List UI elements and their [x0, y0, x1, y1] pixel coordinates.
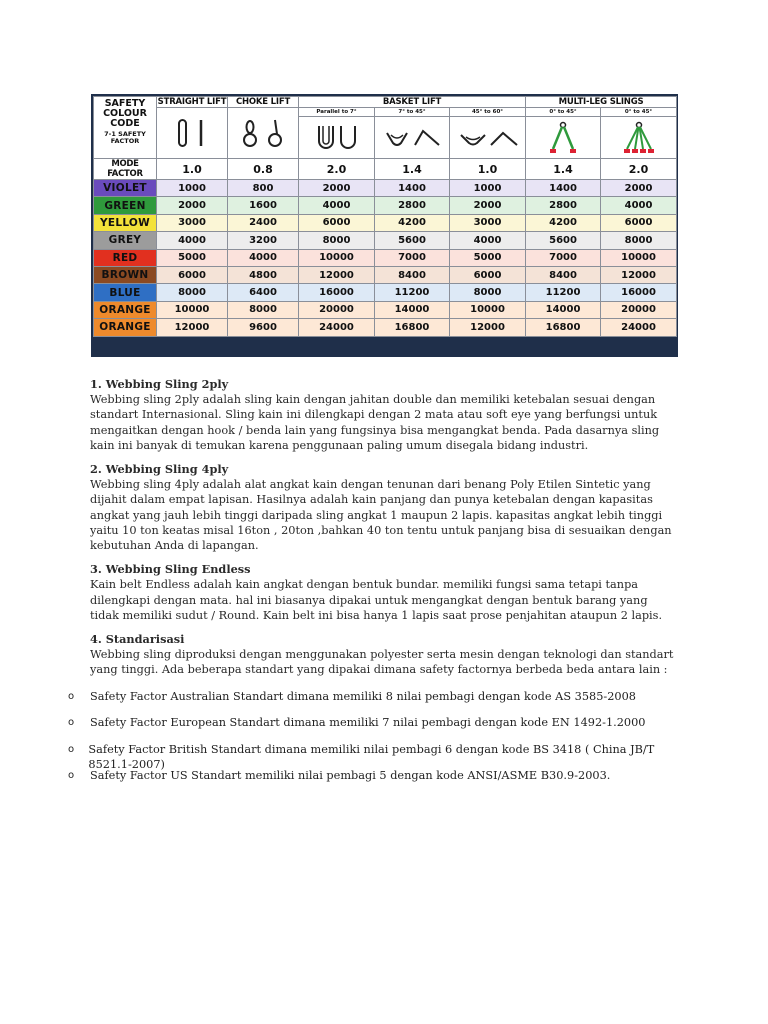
capacity-cell: 8400	[526, 266, 601, 283]
bullet-marker: o	[68, 717, 75, 729]
basket-lift-header: BASKET LIFT	[299, 97, 526, 108]
capacity-cell: 1000	[450, 180, 526, 197]
basket-7-45-icon	[381, 123, 443, 153]
capacity-cell: 5000	[157, 249, 228, 266]
capacity-cell: 8000	[450, 284, 526, 301]
multi-leg-2-icon-cell	[526, 117, 601, 159]
capacity-cell: 12000	[299, 266, 375, 283]
capacity-cell: 9600	[228, 319, 299, 336]
capacity-cell: 4000	[450, 232, 526, 249]
choke-lift-icon	[235, 116, 291, 150]
capacity-cell: 5600	[526, 232, 601, 249]
capacity-cell: 2800	[526, 197, 601, 214]
basket-parallel-subheader: Parallel to 7°	[299, 108, 375, 117]
capacity-cell: 8000	[601, 232, 677, 249]
straight-lift-icon-cell	[157, 108, 228, 159]
basket-45-60-icon-cell	[450, 117, 526, 159]
capacity-cell: 4000	[228, 249, 299, 266]
list-item	[68, 768, 688, 794]
capacity-cell: 24000	[601, 319, 677, 336]
capacity-cell: 14000	[375, 301, 450, 318]
capacity-cell: 16800	[375, 319, 450, 336]
section-body: Kain belt Endless adalah kain angkat dengan bentuk bundar. memiliki fungsi sama tetapi tanpa dilengkapi dengan mata. hal ini biasanya dipakai untuk mengangkat dengan bentuk barang yang tidak memiliki sudut / Round. Kain belt ini bisa hanya 1 lapis saat prose penjahitan ataupun 2 lapis.	[90, 578, 663, 622]
capacity-cell: 2800	[375, 197, 450, 214]
sling-capacity-chart	[91, 94, 678, 357]
section-webbing-endless	[90, 562, 680, 623]
colour-label: ORANGE	[94, 319, 157, 336]
colour-label: RED	[94, 249, 157, 266]
capacity-cell: 12000	[157, 319, 228, 336]
capacity-cell: 2000	[450, 197, 526, 214]
capacity-cell: 800	[228, 180, 299, 197]
mode-factor-value: 1.0	[450, 159, 526, 180]
capacity-cell: 8400	[375, 266, 450, 283]
section-body: Webbing sling 2ply adalah sling kain dengan jahitan double dan memiliki ketebalan sesuai dengan standart Internasional. Sling kain ini dilengkapi dengan 2 mata atau soft eye yang berfungsi untuk mengaitkan dengan hook / benda lain yang fungsinya bisa mengangkat benda. Pada dasarnya sling kain ini banyak di temukan karena penggunaan paling umum disegala bidang industri.	[90, 393, 660, 452]
capacity-cell: 1400	[526, 180, 601, 197]
capacity-cell: 24000	[299, 319, 375, 336]
capacity-cell: 10000	[601, 249, 677, 266]
section-title: 3. Webbing Sling Endless	[90, 562, 251, 577]
multi-leg-2-icon	[535, 121, 591, 155]
capacity-cell: 8000	[228, 301, 299, 318]
capacity-cell: 2000	[157, 197, 228, 214]
colour-label: GREEN	[94, 197, 157, 214]
section-title: 2. Webbing Sling 4ply	[90, 462, 229, 477]
capacity-cell: 4200	[375, 214, 450, 231]
mode-factor-value: 1.4	[375, 159, 450, 180]
basket-parallel-icon-cell	[299, 117, 375, 159]
straight-lift-icon	[167, 116, 217, 150]
section-webbing-2ply	[90, 377, 680, 453]
capacity-cell: 4000	[157, 232, 228, 249]
capacity-row-yellow	[94, 214, 677, 231]
capacity-cell: 7000	[375, 249, 450, 266]
multi-leg-4-icon-cell	[601, 117, 677, 159]
basket-parallel-icon	[309, 123, 365, 153]
capacity-cell: 1400	[375, 180, 450, 197]
section-webbing-4ply	[90, 462, 680, 553]
capacity-cell: 8000	[157, 284, 228, 301]
colour-label: YELLOW	[94, 214, 157, 231]
capacity-row-grey	[94, 232, 677, 249]
mode-factor-value: 2.0	[299, 159, 375, 180]
capacity-cell: 16000	[601, 284, 677, 301]
capacity-cell: 1600	[228, 197, 299, 214]
capacity-cell: 2400	[228, 214, 299, 231]
basket-7-45-subheader: 7° to 45°	[375, 108, 450, 117]
capacity-cell: 5000	[450, 249, 526, 266]
section-title: 4. Standarisasi	[90, 632, 185, 647]
corner-subtitle: 7-1 SAFETY FACTOR	[104, 130, 146, 145]
capacity-cell: 4800	[228, 266, 299, 283]
choke-lift-icon-cell	[228, 108, 299, 159]
colour-label: VIOLET	[94, 180, 157, 197]
colour-label: BLUE	[94, 284, 157, 301]
list-item	[68, 689, 688, 715]
basket-45-60-icon	[457, 123, 519, 153]
capacity-cell: 10000	[299, 249, 375, 266]
capacity-row-brown	[94, 266, 677, 283]
list-item-text: Safety Factor Australian Standart dimana memiliki 8 nilai pembagi dengan kode AS 3585-2008	[90, 690, 636, 703]
capacity-cell: 1000	[157, 180, 228, 197]
capacity-cell: 12000	[601, 266, 677, 283]
capacity-cell: 4000	[601, 197, 677, 214]
multi-leg-2-subheader: 0° to 45°	[526, 108, 601, 117]
capacity-table	[93, 96, 677, 337]
safety-factor-list	[68, 689, 688, 795]
colour-label: ORANGE	[94, 301, 157, 318]
capacity-cell: 6000	[601, 214, 677, 231]
capacity-cell: 20000	[299, 301, 375, 318]
capacity-cell: 10000	[157, 301, 228, 318]
mode-factor-value: 0.8	[228, 159, 299, 180]
list-item	[68, 715, 688, 741]
capacity-cell: 11200	[526, 284, 601, 301]
mode-factor-row	[94, 159, 677, 180]
capacity-row-orange	[94, 301, 677, 318]
capacity-cell: 8000	[299, 232, 375, 249]
colour-label: GREY	[94, 232, 157, 249]
capacity-cell: 3000	[157, 214, 228, 231]
basket-45-60-subheader: 45° to 60°	[450, 108, 526, 117]
capacity-cell: 2000	[601, 180, 677, 197]
section-body: Webbing sling 4ply adalah alat angkat kain dengan tenunan dari benang Poly Etilen Sintetic yang dijahit dalam empat lapisan. Hasilnya adalah kain panjang dan punya ketebalan dengan kapasitas angkat yang jauh lebih tinggi daripada sling angkat 1 maupun 2 lapis. kapasitas angkat lebih tinggi yaitu 10 ton keatas misal 16ton , 20ton ,bahkan 40 ton tentu untuk panjang bisa di sesuaikan dengan kebutuhan Anda di lapangan.	[90, 478, 672, 553]
multi-leg-4-icon	[611, 121, 667, 155]
mode-factor-label: MODE FACTOR	[94, 159, 157, 180]
capacity-row-violet	[94, 180, 677, 197]
multi-leg-slings-header: MULTI-LEG SLINGS	[526, 97, 677, 108]
capacity-cell: 14000	[526, 301, 601, 318]
mode-factor-value: 2.0	[601, 159, 677, 180]
capacity-cell: 6000	[450, 266, 526, 283]
capacity-cell: 6000	[157, 266, 228, 283]
capacity-row-green	[94, 197, 677, 214]
multi-leg-4-subheader: 0° to 45°	[601, 108, 677, 117]
corner-title: SAFETY COLOUR CODE	[103, 98, 147, 129]
capacity-cell: 6400	[228, 284, 299, 301]
bullet-marker: o	[68, 770, 75, 782]
capacity-cell: 4200	[526, 214, 601, 231]
capacity-cell: 6000	[299, 214, 375, 231]
capacity-cell: 20000	[601, 301, 677, 318]
capacity-cell: 16000	[299, 284, 375, 301]
document-body	[90, 377, 680, 687]
capacity-cell: 7000	[526, 249, 601, 266]
list-item-text: Safety Factor British Standart dimana memiliki nilai pembagi 6 dengan kode BS 3418 ( China JB/T 8521.1-2007)	[88, 742, 655, 771]
capacity-cell: 11200	[375, 284, 450, 301]
capacity-row-blue	[94, 284, 677, 301]
capacity-cell: 5600	[375, 232, 450, 249]
list-item-text: Safety Factor US Standart memiliki nilai pembagi 5 dengan kode ANSI/ASME B30.9-2003.	[90, 769, 611, 783]
list-item-text: Safety Factor European Standart dimana memiliki 7 nilai pembagi dengan kode EN 1492-1.2000	[90, 716, 646, 730]
choke-lift-header: CHOKE LIFT	[228, 97, 299, 108]
straight-lift-header: STRAIGHT LIFT	[157, 97, 227, 107]
capacity-cell: 4000	[299, 197, 375, 214]
safety-colour-code-header	[94, 97, 157, 159]
capacity-cell: 3000	[450, 214, 526, 231]
capacity-row-red	[94, 249, 677, 266]
section-title: 1. Webbing Sling 2ply	[90, 377, 229, 391]
basket-7-45-icon-cell	[375, 117, 450, 159]
section-standarisasi	[90, 632, 680, 678]
list-item	[68, 742, 688, 771]
capacity-cell: 12000	[450, 319, 526, 336]
capacity-cell: 2000	[299, 180, 375, 197]
capacity-cell: 3200	[228, 232, 299, 249]
capacity-row-orange-2	[94, 319, 677, 336]
chart-footer-bar	[93, 337, 676, 351]
mode-factor-value: 1.4	[526, 159, 601, 180]
bullet-marker: o	[68, 691, 75, 702]
bullet-marker: o	[68, 743, 75, 755]
colour-label: BROWN	[94, 266, 157, 283]
capacity-cell: 10000	[450, 301, 526, 318]
capacity-cell: 16800	[526, 319, 601, 336]
mode-factor-value: 1.0	[157, 159, 228, 180]
section-body: Webbing sling diproduksi dengan menggunakan polyester serta mesin dengan teknologi dan standart yang tinggi. Ada beberapa standart yang dipakai dimana safety factornya berbeda beda antara lain :	[90, 648, 674, 677]
